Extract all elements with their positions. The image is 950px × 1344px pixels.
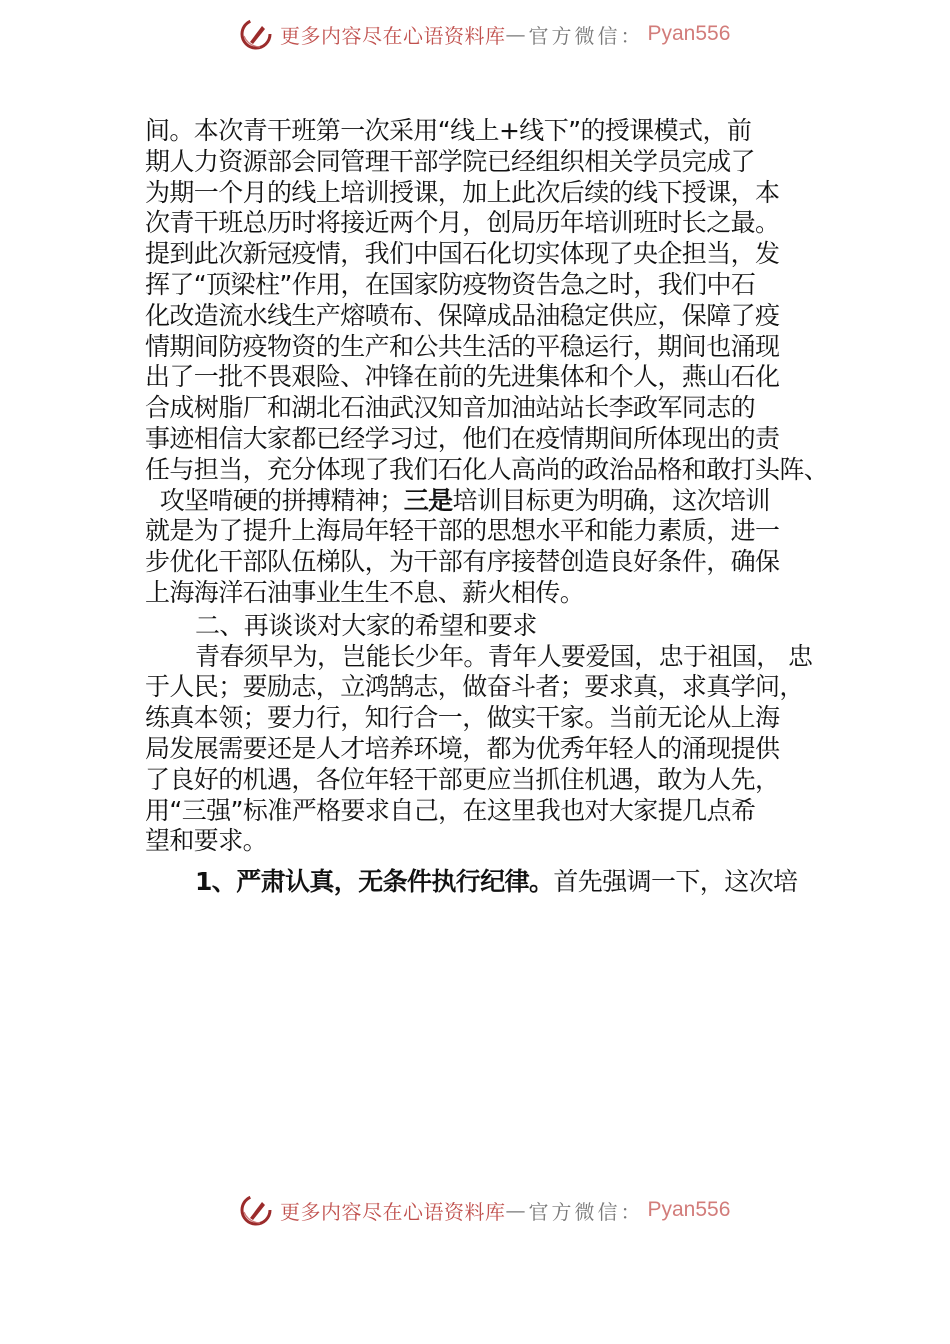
text-line: 出了一批不畏艰险、冲锋在前的先进集体和个人，燕山石化 [145, 362, 780, 392]
text-line: 间。本次青干班第一次采用“线上+线下”的授课模式，前 [145, 116, 752, 145]
text-line: 望和要求。 [145, 826, 268, 856]
text-line: 化改造流水线生产熔喷布、保障成品油稳定供应，保障了疫 [145, 300, 780, 330]
text-line: 局发展需要还是人才培养环境，都为优秀年轻人的涌现提供 [145, 733, 780, 763]
pen-logo-icon [238, 16, 274, 52]
wechat-label: 官方微信： [528, 23, 644, 48]
wechat-id: Pyan556 [647, 22, 731, 45]
text-line: 事迹相信大家都已经学习过，他们在疫情期间所体现出的责 [145, 423, 780, 453]
text-line: 情期间防疫物资的生产和公共生活的平稳运行，期间也涌现 [145, 331, 780, 361]
text-line: 期人力资源部会同管理干部学院已经组织相关学员完成了 [145, 146, 756, 176]
pen-logo-icon [238, 1192, 274, 1228]
wechat-id: Pyan556 [647, 1198, 731, 1221]
text-line: 用“三强”标准严格要求自己，在这里我也对大家提几点希 [145, 795, 756, 825]
header-watermark-banner [238, 14, 730, 54]
text-line-mixed [145, 486, 835, 517]
text-line: 任与担当，充分体现了我们石化人高尚的政治品格和敢打头阵、 [145, 454, 829, 484]
text-line: 于人民；要励志，立鸿鹄志，做奋斗者；要求真，求真学问， [145, 672, 804, 702]
text-run: 首先强调一下，这次培 [553, 867, 798, 897]
document-body [145, 116, 835, 898]
section-heading: 二、再谈谈对大家的希望和要求 [195, 610, 537, 640]
wechat-label: 官方微信： [528, 1199, 644, 1224]
text-line: 了良好的机遇，各位年轻干部更应当抓住机遇，敢为人先， [145, 764, 780, 794]
bold-run: 三是 [403, 485, 453, 515]
site-name-text: 更多内容尽在心语资料库 [280, 23, 506, 48]
footer-watermark-banner [238, 1190, 730, 1230]
point-1-line [145, 867, 835, 898]
text-line: 上海海洋石油事业生生不息、薪火相传。 [145, 577, 585, 607]
site-name-text: 更多内容尽在心语资料库 [280, 1199, 506, 1224]
text-line: 就是为了提升上海局年轻干部的思想水平和能力素质，进一 [145, 516, 780, 546]
bold-run: 1、严肃认真，无条件执行纪律。 [195, 867, 554, 897]
text-line: 挥了“顶梁柱”作用，在国家防疫物资告急之时，我们中石 [145, 269, 756, 299]
text-line: 为期一个月的线上培训授课，加上此次后续的线下授课，本 [145, 177, 780, 207]
dash-text: — [505, 1198, 529, 1222]
text-line: 练真本领；要力行，知行合一，做实干家。当前无论从上海 [145, 703, 780, 733]
dash-text: — [505, 22, 529, 46]
text-run: 培训目标更为明确，这次培训 [452, 485, 770, 515]
text-line: 合成树脂厂和湖北石油武汉知音加油站站长李政军同志的 [145, 393, 756, 423]
text-line: 提到此次新冠疫情，我们中国石化切实体现了央企担当，发 [145, 239, 780, 269]
text-line: 次青干班总历时将接近两个月，创局历年培训班时长之最。 [145, 208, 780, 238]
text-line: 步优化干部队伍梯队，为干部有序接替创造良好条件，确保 [145, 547, 780, 577]
text-run: 攻坚啃硬的拼搏精神； [145, 485, 404, 515]
text-line: 青春须早为，岂能长少年。青年人要爱国，忠于祖国， 忠 [195, 641, 813, 671]
